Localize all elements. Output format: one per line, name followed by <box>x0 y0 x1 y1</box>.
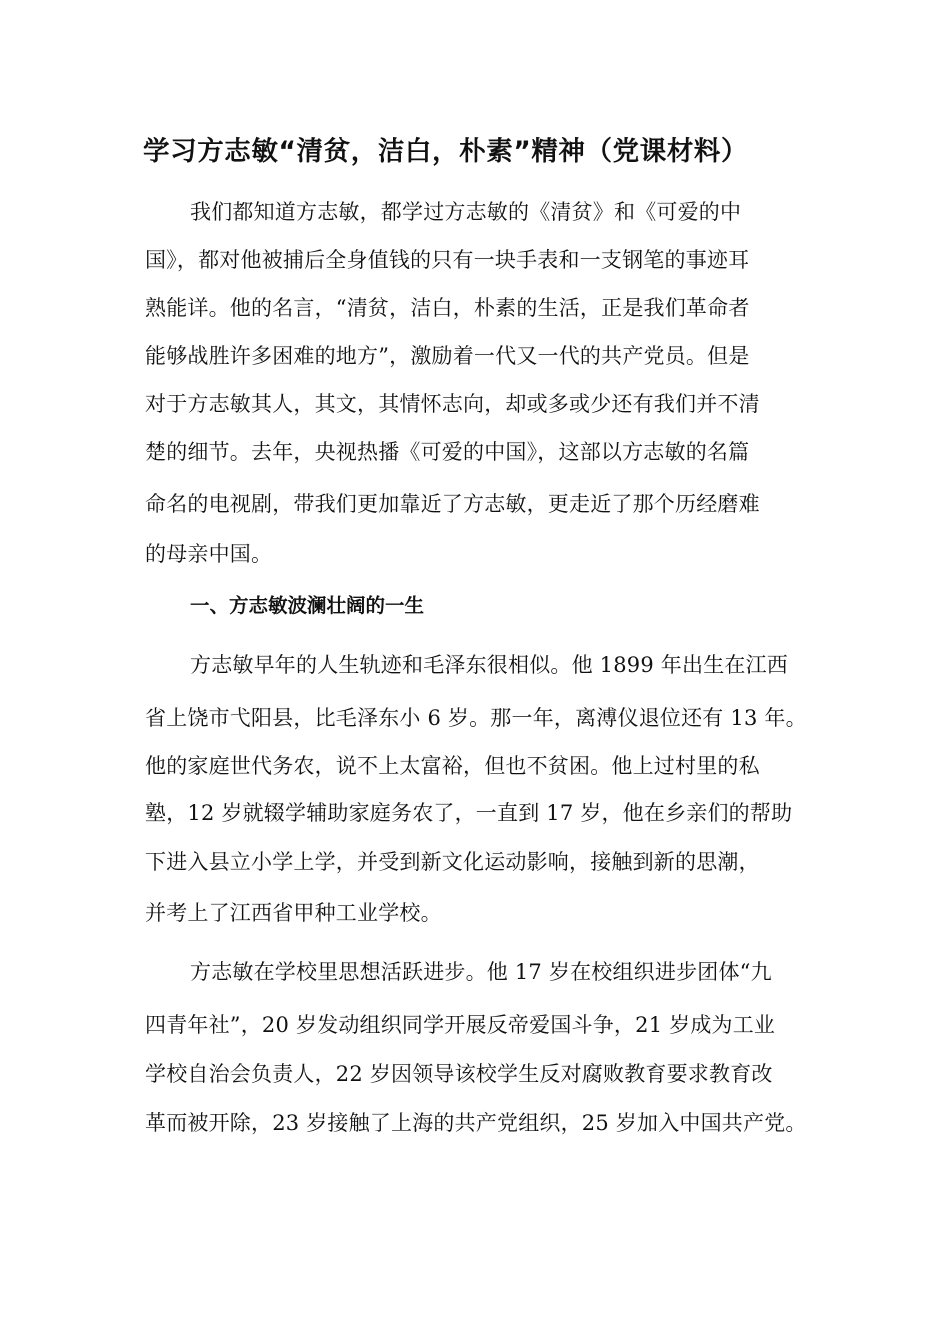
paragraph-line: 方志敏在学校里思想活跃进步。他 17 岁在校组织进步团体“九 <box>190 960 772 984</box>
paragraph-line: 省上饶市弋阳县，比毛泽东小 6 岁。那一年，离溥仪退位还有 13 年。 <box>145 706 807 730</box>
paragraph-line: 四青年社”，20 岁发动组织同学开展反帝爱国斗争，21 岁成为工业 <box>145 1013 776 1037</box>
paragraph-line: 并考上了江西省甲种工业学校。 <box>145 901 442 925</box>
section-heading: 一、方志敏波澜壮阔的一生 <box>190 594 425 617</box>
paragraph-line: 学校自治会负责人，22 岁因领导该校学生反对腐败教育要求教育改 <box>145 1062 773 1086</box>
paragraph-line: 他的家庭世代务农，说不上太富裕，但也不贫困。他上过村里的私 <box>145 754 760 778</box>
paragraph-line: 楚的细节。去年，央视热播《可爱的中国》，这部以方志敏的名篇 <box>145 440 750 464</box>
paragraph-line: 我们都知道方志敏，都学过方志敏的《清贫》和《可爱的中 <box>190 200 742 224</box>
paragraph-line: 对于方志敏其人，其文，其情怀志向，却或多或少还有我们并不清 <box>145 392 760 416</box>
paragraph-line: 下进入县立小学上学，并受到新文化运动影响，接触到新的思潮， <box>145 850 760 874</box>
paragraph-line: 塾，12 岁就辍学辅助家庭务农了，一直到 17 岁，他在乡亲们的帮助 <box>145 801 793 825</box>
paragraph-line: 的母亲中国。 <box>145 542 273 566</box>
paragraph-line: 熟能详。他的名言，“清贫，洁白，朴素的生活，正是我们革命者 <box>145 296 750 320</box>
paragraph-line: 国》，都对他被捕后全身值钱的只有一块手表和一支钢笔的事迹耳 <box>145 248 750 272</box>
paragraph-line: 能够战胜许多困难的地方”，激励着一代又一代的共产党员。但是 <box>145 344 750 368</box>
paragraph-line: 方志敏早年的人生轨迹和毛泽东很相似。他 1899 年出生在江西 <box>190 653 788 677</box>
paragraph-line: 命名的电视剧，带我们更加靠近了方志敏，更走近了那个历经磨难 <box>145 492 760 516</box>
paragraph-line: 革而被开除，23 岁接触了上海的共产党组织，25 岁加入中国共产党。 <box>145 1111 807 1135</box>
document-title: 学习方志敏“清贫，洁白，朴素”精神（党课材料） <box>143 136 749 167</box>
